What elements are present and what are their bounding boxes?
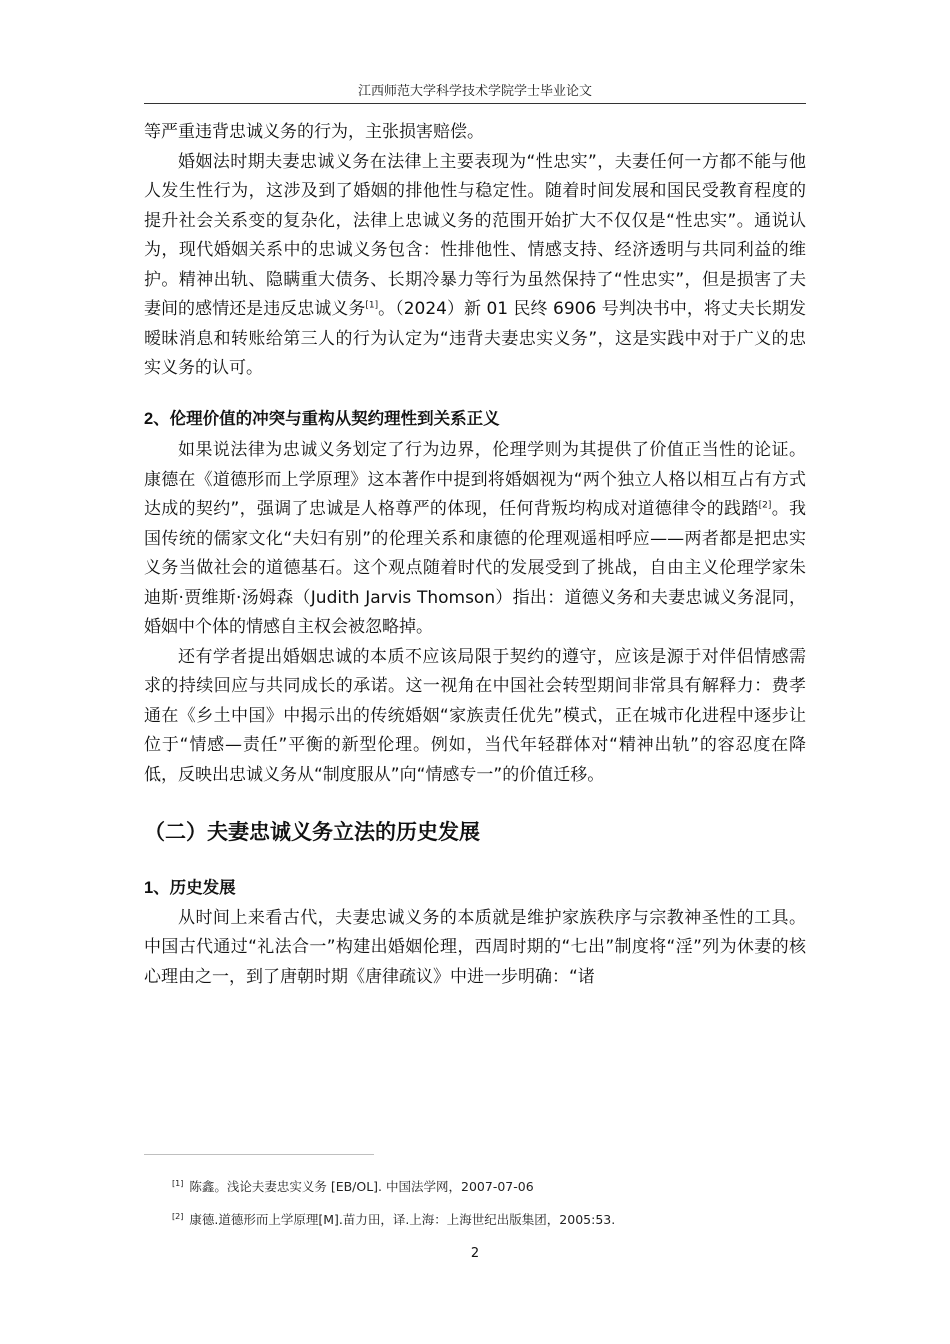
paragraph-history: 从时间上来看古代，夫妻忠诚义务的本质就是维护家族秩序与宗教神圣性的工具。中国古代通过“礼法合一”构建出婚姻伦理，西周时期的“七出”制度将“淫”列为休妻的核心理由之一，到了唐朝时期《唐律疏议》中进一步明确：“诸 xyxy=(144,907,806,987)
footnote-rule xyxy=(144,1154,374,1155)
footnote-ref-2[interactable]: [2] xyxy=(758,500,772,511)
footnote-text: 陈鑫。浅论夫妻忠实义务 [EB/OL]. 中国法学网，2007-07-06 xyxy=(189,1179,534,1194)
paragraph-text: 如果说法律为忠诚义务划定了行为边界，伦理学则为其提供了价值正当性的论证。康德在《道德形而上学原理》这本著作中提到将婚姻视为“两个独立人格以相互占有方式达成的契约”，强调了忠诚是人格尊严的体现，任何背叛均构成对道德律令的践踏 xyxy=(144,440,806,519)
footnote-ref-1[interactable]: [1] xyxy=(365,300,379,311)
paragraph-text: 婚姻法时期夫妻忠诚义务在法律上主要表现为“性忠实”，夫妻任何一方都不能与他人发生性行为，这涉及到了婚姻的排他性与稳定性。随着时间发展和国民受教育程度的提升社会关系变的复杂化，法律上忠诚义务的范围开始扩大不仅仅是“性忠实”。通说认为，现代婚姻关系中的忠诚义务包含：性排他性、情感支持、经济透明与共同利益的维护。精神出轨、隐瞒重大债务、长期冷暴力等行为虽然保持了“性忠实”，但是损害了夫妻间的感情还是违反忠诚义务 xyxy=(144,151,806,319)
paragraph-legal-fidelity xyxy=(144,148,806,384)
section-heading-ethics: 2、伦理价值的冲突与重构从契约理性到关系正义 xyxy=(144,409,500,428)
body-text xyxy=(144,118,806,992)
running-header: 江西师范大学科学技术学院学士毕业论文 xyxy=(357,84,592,99)
header-rule xyxy=(144,103,806,104)
footnote-mark: [2] xyxy=(172,1211,184,1221)
paragraph-continued: 等严重违背忠诚义务的行为，主张损害赔偿。 xyxy=(144,122,484,142)
paragraph-scholars: 还有学者提出婚姻忠诚的本质不应该局限于契约的遵守，应该是源于对伴侣情感需求的持续回应与共同成长的承诺。这一视角在中国社会转型期间非常具有解释力：费孝通在《乡土中国》中揭示出的传统婚姻“家族责任优先”模式，正在城市化进程中逐步让位于“情感—责任”平衡的新型伦理。例如，当代年轻群体对“精神出轨”的容忍度在降低，反映出忠诚义务从“制度服从”向“情感专一”的价值迁移。 xyxy=(144,646,806,785)
footnote-1 xyxy=(172,1177,534,1195)
paragraph-text: 。我国传统的儒家文化“夫妇有别”的伦理关系和康德的伦理观遥相呼应——两者都是把忠实义务当做社会的道德基石。这个观点随着时代的发展受到了挑战，自由主义伦理学家朱迪斯·贾维斯·汤姆森（Judith Jarvis Thomson）指出：道德义务和夫妻忠诚义务混同，婚姻中个体的情感自主权会被忽略掉。 xyxy=(144,499,807,637)
section-heading-history: 1、历史发展 xyxy=(144,879,236,897)
page-number: 2 xyxy=(470,1246,480,1261)
footnote-text: 康德.道德形而上学原理[M].苗力田，译.上海：上海世纪出版集团，2005:53. xyxy=(189,1212,616,1227)
footnote-mark: [1] xyxy=(172,1178,184,1188)
paragraph-text: 。（2024）新 01 民终 6906 号判决书中，将丈夫长期发暧昧消息和转账给第三人的行为认定为“违背夫妻忠实义务”，这是实践中对于广义的忠实义务的认可。 xyxy=(144,299,807,378)
footnote-2 xyxy=(172,1210,615,1228)
chapter-heading-history: （二）夫妻忠诚义务立法的历史发展 xyxy=(144,821,480,844)
paragraph-ethics xyxy=(144,436,806,643)
